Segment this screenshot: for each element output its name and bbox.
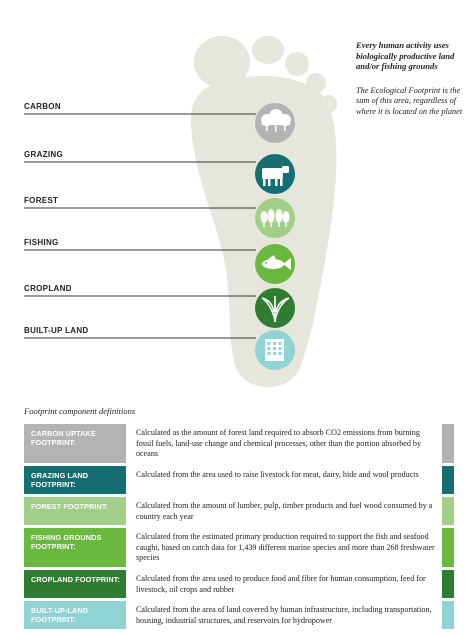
definition-row-forest [24,497,454,525]
definition-name: FOREST FOOTPRINT: [24,497,126,525]
intro-heading: Every human activity uses biologically productive land and/or fishing grounds [356,40,455,72]
definition-text: Calculated from the amount of lumber, pulp, timber products and fuel wood consumed by a country each year [130,497,442,525]
builtup-label: BUILT-UP LAND [24,326,89,335]
definitions-table [24,424,454,629]
definitions-title: Footprint component definitions [24,406,136,416]
grazing-label: GRAZING [24,150,63,159]
definition-name: GRAZING LAND FOOTPRINT: [24,466,126,494]
definition-row-fishing [24,528,454,567]
definition-text: Calculated as the amount of forest land required to absorb CO2 emissions from burning fossil fuels, land-use change and chemical processes, other than the portion absorbed by oceans [130,424,442,463]
definition-name: CROPLAND FOOTPRINT: [24,570,126,598]
cropland-label: CROPLAND [24,284,72,293]
definition-color-strip [442,424,454,463]
definition-row-carbon [24,424,454,463]
forest-label: FOREST [24,196,59,205]
fishing-circle [255,244,295,284]
definition-text: Calculated from the area used to produce food and fibre for human consumption, feed for livestock, oil crops and rubber [130,570,442,598]
definition-text: Calculated from the estimated primary production required to support the fish and seafood caught, based on catch data for 1,439 different marine species and more than 268 freshwater species [130,528,442,567]
intro-text: The Ecological Footprint is the sum of this area, regardless of where it is located on the planet [356,86,463,116]
builtup-circle [255,330,295,370]
definition-color-strip [442,497,454,525]
definition-name: BUILT-UP-LAND FOOTPRINT: [24,601,126,629]
definition-name: CARBON UPTAKE FOOTPRINT: [24,424,126,463]
definition-text: Calculated from the area of land covered by human infrastructure, including transportation, housing, industrial structures, and reservoirs for hydropower [130,601,442,629]
definition-color-strip [442,570,454,598]
carbon-label: CARBON [24,102,61,111]
definition-color-strip [442,466,454,494]
carbon-circle [255,103,295,143]
fishing-label: FISHING [24,238,59,247]
definition-row-grazing [24,466,454,494]
cropland-circle [255,288,295,328]
grazing-circle [255,154,295,194]
forest-circle [255,198,295,238]
definition-color-strip [442,528,454,567]
definition-row-builtup [24,601,454,629]
definition-color-strip [442,601,454,629]
definition-text: Calculated from the area used to raise livestock for meat, dairy, hide and wool products [130,466,442,494]
building-icon [265,339,284,361]
definition-name: FISHING GROUNDS FOOTPRINT: [24,528,126,567]
definition-row-cropland [24,570,454,598]
